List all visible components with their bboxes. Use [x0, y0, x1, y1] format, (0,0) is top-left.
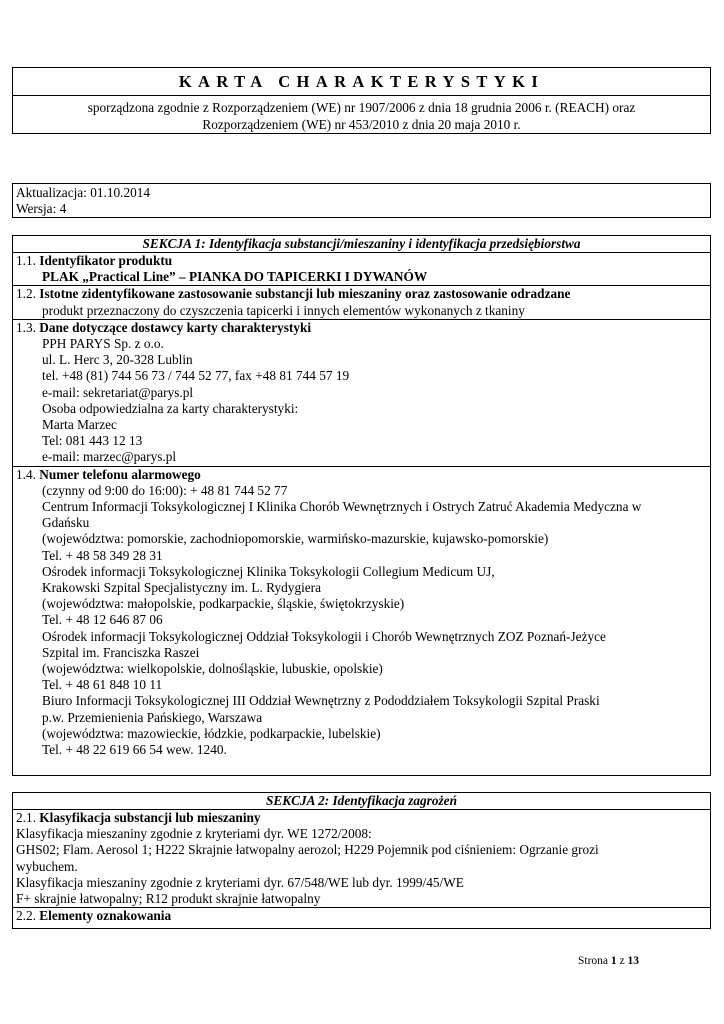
emergency-line: Tel. + 48 22 619 66 54 wew. 1240.	[42, 742, 227, 758]
subsection-number: 2.1.	[16, 810, 36, 825]
classification-line: Klasyfikacja mieszaniny zgodnie z kryteriami dyr. WE 1272/2008:	[16, 826, 372, 842]
emergency-line: Krakowski Szpital Specjalistyczny im. L. Rydygiera	[42, 580, 322, 596]
subsection-title: Klasyfikacja substancji lub mieszaniny	[39, 810, 261, 825]
supplier-line: ul. L. Herc 3, 20-328 Lublin	[42, 352, 193, 368]
supplier-line: tel. +48 (81) 744 56 73 / 744 52 77, fax +48 81 744 57 19	[42, 368, 350, 384]
supplier-line: Marta Marzec	[42, 417, 117, 433]
document-title: KARTA CHARAKTERYSTYKI	[13, 68, 710, 96]
supplier-email: e-mail: sekretariat@parys.pl	[42, 384, 194, 400]
subsection-title: Identyfikator produktu	[39, 253, 173, 268]
subsection-title: Dane dotyczące dostawcy karty charakterystyki	[39, 319, 312, 335]
subsection-number: 1.4.	[16, 466, 36, 482]
emergency-line: Ośrodek informacji Toksykologicznej Oddział Toksykologii i Chorób Wewnętrznych ZOZ Poznań-Jeżyce	[42, 628, 606, 644]
subsection-1-1	[13, 253, 710, 286]
subsection-number: 1.1.	[16, 253, 36, 268]
classification-line: GHS02; Flam. Aerosol 1; H222 Skrajnie łatwopalny aerozol; H229 Pojemnik pod ciśnieniem: Ogrzanie grozi	[16, 842, 599, 858]
page-prefix: Strona	[577, 955, 609, 967]
classification-line: wybuchem.	[16, 858, 78, 874]
subsection-number: 2.2.	[16, 908, 36, 924]
supplier-line: Osoba odpowiedzialna za karty charakterystyki:	[42, 400, 299, 416]
update-date: Aktualizacja: 01.10.2014	[16, 185, 151, 200]
emergency-line: Tel. + 48 12 646 87 06	[42, 612, 163, 628]
emergency-line: Tel. + 48 61 848 10 11	[42, 677, 163, 693]
supplier-line: PPH PARYS Sp. z o.o.	[42, 336, 164, 352]
emergency-line: Ośrodek informacji Toksykologicznej Klinika Toksykologii Collegium Medicum UJ,	[42, 563, 495, 579]
emergency-line: p.w. Przemienienia Pańskiego, Warszawa	[42, 709, 263, 725]
emergency-line: (województwa: małopolskie, podkarpackie, śląskie, świętokrzyskie)	[42, 596, 405, 612]
emergency-line: (województwa: pomorskie, zachodniopomorskie, warmińsko-mazurskie, kujawsko-pomorskie)	[42, 531, 549, 547]
page-of: z	[619, 955, 625, 967]
subsection-1-4	[13, 467, 710, 759]
emergency-line: (województwa: mazowieckie, łódzkie, podkarpackie, lubelskie)	[42, 725, 381, 741]
subsection-1-3	[13, 320, 710, 467]
emergency-line: Biuro Informacji Toksykologicznej III Oddział Wewnętrzny z Pododdziałem Toksykologii Szpital Praski	[42, 693, 600, 709]
section-2	[12, 792, 711, 929]
emergency-line: Szpital im. Franciszka Raszei	[42, 644, 200, 660]
emergency-line: Centrum Informacji Toksykologicznej I Klinika Chorób Wewnętrznych i Ostrych Zatruć Akademia Medyczna w	[42, 499, 642, 515]
subsection-title: Elementy oznakowania	[39, 908, 172, 924]
regulation-line-1: sporządzona zgodnie z Rozporządzeniem (WE) nr 1907/2006 z dnia 18 grudnia 2006 r. (REACH) oraz	[87, 100, 636, 115]
total-pages: 13	[627, 955, 639, 967]
section-1	[12, 235, 711, 776]
subsection-number: 1.3.	[16, 319, 36, 335]
classification-line: Klasyfikacja mieszaniny zgodnie z kryteriami dyr. 67/548/WE lub dyr. 1999/45/WE	[16, 874, 464, 890]
version: Wersja: 4	[16, 201, 67, 216]
subsection-title: Numer telefonu alarmowego	[39, 466, 201, 482]
subsection-2-1	[13, 810, 710, 908]
section-1-heading: SEKCJA 1: Identyfikacja substancji/mieszaniny i identyfikacja przedsiębiorstwa	[13, 236, 710, 253]
update-box	[12, 183, 711, 218]
product-use: produkt przeznaczony do czyszczenia tapicerki i innych elementów wykonanych z tkaniny	[42, 302, 525, 318]
subsection-2-2	[13, 908, 710, 924]
subsection-title: Istotne zidentyfikowane zastosowanie substancji lub mieszaniny oraz zastosowanie odradzane	[39, 286, 571, 302]
supplier-email: e-mail: marzec@parys.pl	[42, 449, 177, 465]
emergency-line: (czynny od 9:00 do 16:00): + 48 81 744 52 77	[42, 482, 288, 498]
current-page: 1	[610, 955, 617, 967]
classification-line: F+ skrajnie łatwopalny; R12 produkt skrajnie łatwopalny	[16, 891, 321, 907]
page-number	[578, 955, 639, 967]
emergency-line: Gdańsku	[42, 515, 90, 531]
regulation-line-2: Rozporządzeniem (WE) nr 453/2010 z dnia 20 maja 2010 r.	[202, 117, 521, 132]
product-name: PLAK „Practical Line” – PIANKA DO TAPICERKI I DYWANÓW	[42, 269, 428, 285]
subsection-1-2	[13, 286, 710, 319]
title-box	[12, 67, 711, 134]
regulation-note	[13, 96, 710, 133]
emergency-line: (województwa: wielkopolskie, dolnośląskie, lubuskie, opolskie)	[42, 661, 383, 677]
section-2-heading: SEKCJA 2: Identyfikacja zagrożeń	[13, 793, 710, 810]
supplier-line: Tel: 081 443 12 13	[42, 433, 143, 449]
emergency-line: Tel. + 48 58 349 28 31	[42, 547, 163, 563]
subsection-number: 1.2.	[16, 286, 36, 302]
